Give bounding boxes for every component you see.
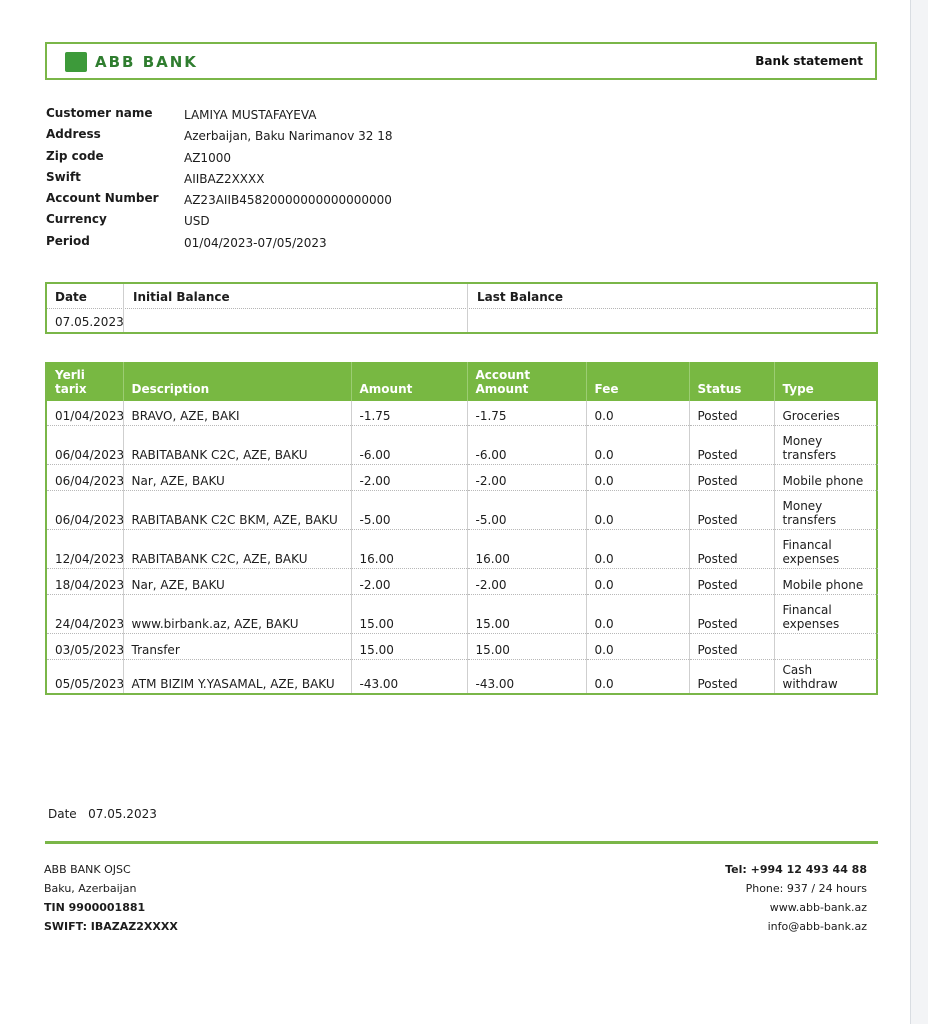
table-row bbox=[47, 464, 878, 490]
cell-amount: -2.00 bbox=[351, 568, 467, 594]
info-value: AZ1000 bbox=[184, 150, 231, 165]
cell-type bbox=[774, 633, 878, 659]
cell-account-amount: -6.00 bbox=[467, 425, 586, 464]
cell-description: Transfer bbox=[123, 633, 351, 659]
cell-type: Cash withdraw bbox=[774, 659, 878, 693]
column-header: Amount bbox=[351, 362, 467, 401]
cell-account-amount: -2.00 bbox=[467, 568, 586, 594]
cell-amount: 15.00 bbox=[351, 594, 467, 633]
cell-status: Posted bbox=[689, 401, 774, 425]
cell-description: Nar, AZE, BAKU bbox=[123, 464, 351, 490]
info-label: Zip code bbox=[46, 148, 104, 163]
footer-divider bbox=[45, 841, 878, 844]
cell-amount: -6.00 bbox=[351, 425, 467, 464]
column-header: Status bbox=[689, 362, 774, 401]
transactions-table bbox=[45, 362, 878, 695]
bank-logo-icon bbox=[65, 52, 87, 72]
cell-fee: 0.0 bbox=[586, 594, 689, 633]
cell-fee: 0.0 bbox=[586, 490, 689, 529]
cell-amount: -43.00 bbox=[351, 659, 467, 693]
column-header: Description bbox=[123, 362, 351, 401]
info-label: Swift bbox=[46, 169, 81, 184]
footer-line: Tel: +994 12 493 44 88 bbox=[725, 863, 867, 876]
info-value: USD bbox=[184, 214, 210, 229]
cell-description: www.birbank.az, AZE, BAKU bbox=[123, 594, 351, 633]
cell-account-amount: 15.00 bbox=[467, 633, 586, 659]
footer-line: ABB BANK OJSC bbox=[44, 863, 131, 876]
cell-type: Financal expenses bbox=[774, 594, 878, 633]
cell-type: Mobile phone bbox=[774, 568, 878, 594]
cell-fee: 0.0 bbox=[586, 425, 689, 464]
cell-status: Posted bbox=[689, 529, 774, 568]
cell-date: 06/04/2023 bbox=[47, 464, 123, 490]
statement-date bbox=[48, 807, 157, 821]
cell-type: Groceries bbox=[774, 401, 878, 425]
table-row bbox=[47, 659, 878, 693]
info-value: Azerbaijan, Baku Narimanov 32 18 bbox=[184, 129, 393, 144]
footer-line: TIN 9900001881 bbox=[44, 901, 146, 914]
cell-amount: -2.00 bbox=[351, 464, 467, 490]
cell-fee: 0.0 bbox=[586, 529, 689, 568]
footer-line: www.abb-bank.az bbox=[769, 901, 867, 914]
cell-fee: 0.0 bbox=[586, 401, 689, 425]
balance-col-initial: Initial Balance bbox=[133, 290, 230, 304]
cell-description: BRAVO, AZE, BAKI bbox=[123, 401, 351, 425]
cell-status: Posted bbox=[689, 425, 774, 464]
cell-fee: 0.0 bbox=[586, 659, 689, 693]
table-row bbox=[47, 568, 878, 594]
cell-date: 03/05/2023 bbox=[47, 633, 123, 659]
cell-description: ATM BIZIM Y.YASAMAL, AZE, BAKU bbox=[123, 659, 351, 693]
table-row bbox=[47, 529, 878, 568]
cell-amount: -1.75 bbox=[351, 401, 467, 425]
cell-type: Money transfers bbox=[774, 425, 878, 464]
cell-account-amount: 15.00 bbox=[467, 594, 586, 633]
cell-date: 06/04/2023 bbox=[47, 425, 123, 464]
column-header: Yerli tarix bbox=[47, 362, 123, 401]
cell-date: 06/04/2023 bbox=[47, 490, 123, 529]
cell-type: Financal expenses bbox=[774, 529, 878, 568]
info-value: AZ23AIIB45820000000000000000 bbox=[184, 193, 392, 208]
table-row bbox=[47, 425, 878, 464]
cell-status: Posted bbox=[689, 464, 774, 490]
column-header: Type bbox=[774, 362, 878, 401]
cell-description: RABITABANK C2C, AZE, BAKU bbox=[123, 425, 351, 464]
footer-line: SWIFT: IBAZAZ2XXXX bbox=[44, 920, 178, 933]
cell-description: RABITABANK C2C BKM, AZE, BAKU bbox=[123, 490, 351, 529]
footer-line: Phone: 937 / 24 hours bbox=[745, 882, 867, 895]
date-label: Date bbox=[48, 807, 77, 821]
footer-line: Baku, Azerbaijan bbox=[44, 882, 137, 895]
balance-col-last: Last Balance bbox=[477, 290, 564, 304]
column-header: Account Amount bbox=[467, 362, 586, 401]
date-value: 07.05.2023 bbox=[88, 807, 157, 821]
bank-name: ABB BANK bbox=[95, 53, 198, 71]
cell-amount: 16.00 bbox=[351, 529, 467, 568]
table-header-row bbox=[47, 362, 878, 401]
table-row bbox=[47, 594, 878, 633]
table-row bbox=[47, 490, 878, 529]
cell-account-amount: 16.00 bbox=[467, 529, 586, 568]
info-label: Period bbox=[46, 233, 90, 248]
balance-date: 07.05.2023 bbox=[55, 315, 124, 329]
cell-status: Posted bbox=[689, 633, 774, 659]
cell-amount: 15.00 bbox=[351, 633, 467, 659]
cell-amount: -5.00 bbox=[351, 490, 467, 529]
cell-type: Money transfers bbox=[774, 490, 878, 529]
cell-description: RABITABANK C2C, AZE, BAKU bbox=[123, 529, 351, 568]
cell-status: Posted bbox=[689, 594, 774, 633]
table-row bbox=[47, 401, 878, 425]
balance-table bbox=[45, 282, 878, 334]
info-label: Address bbox=[46, 127, 101, 142]
balance-col-date: Date bbox=[55, 290, 87, 304]
info-value: AIIBAZ2XXXX bbox=[184, 171, 265, 186]
cell-account-amount: -2.00 bbox=[467, 464, 586, 490]
info-label: Customer name bbox=[46, 106, 153, 120]
cell-date: 01/04/2023 bbox=[47, 401, 123, 425]
cell-account-amount: -5.00 bbox=[467, 490, 586, 529]
cell-status: Posted bbox=[689, 568, 774, 594]
document-title: Bank statement bbox=[755, 54, 863, 68]
cell-date: 05/05/2023 bbox=[55, 676, 125, 691]
footer-left bbox=[44, 860, 178, 936]
info-label: Account Number bbox=[46, 191, 159, 206]
cell-date: 12/04/2023 bbox=[47, 529, 123, 568]
info-label: Currency bbox=[46, 212, 107, 227]
footer-line: info@abb-bank.az bbox=[767, 920, 867, 933]
cell-status: Posted bbox=[689, 490, 774, 529]
info-value: LAMIYA MUSTAFAYEVA bbox=[184, 108, 317, 122]
cell-status: Posted bbox=[689, 659, 774, 693]
cell-description: Nar, AZE, BAKU bbox=[123, 568, 351, 594]
column-header: Fee bbox=[586, 362, 689, 401]
cell-date: 24/04/2023 bbox=[47, 594, 123, 633]
cell-account-amount: -1.75 bbox=[467, 401, 586, 425]
table-row bbox=[47, 633, 878, 659]
cell-fee: 0.0 bbox=[586, 633, 689, 659]
column-divider bbox=[467, 284, 468, 332]
cell-type: Mobile phone bbox=[774, 464, 878, 490]
cell-account-amount: -43.00 bbox=[467, 659, 586, 693]
cell-date: 18/04/2023 bbox=[47, 568, 123, 594]
footer-right bbox=[712, 860, 867, 936]
cell-fee: 0.0 bbox=[586, 464, 689, 490]
cell-fee: 0.0 bbox=[586, 568, 689, 594]
info-value: 01/04/2023-07/05/2023 bbox=[184, 235, 327, 250]
statement-header bbox=[45, 42, 877, 80]
